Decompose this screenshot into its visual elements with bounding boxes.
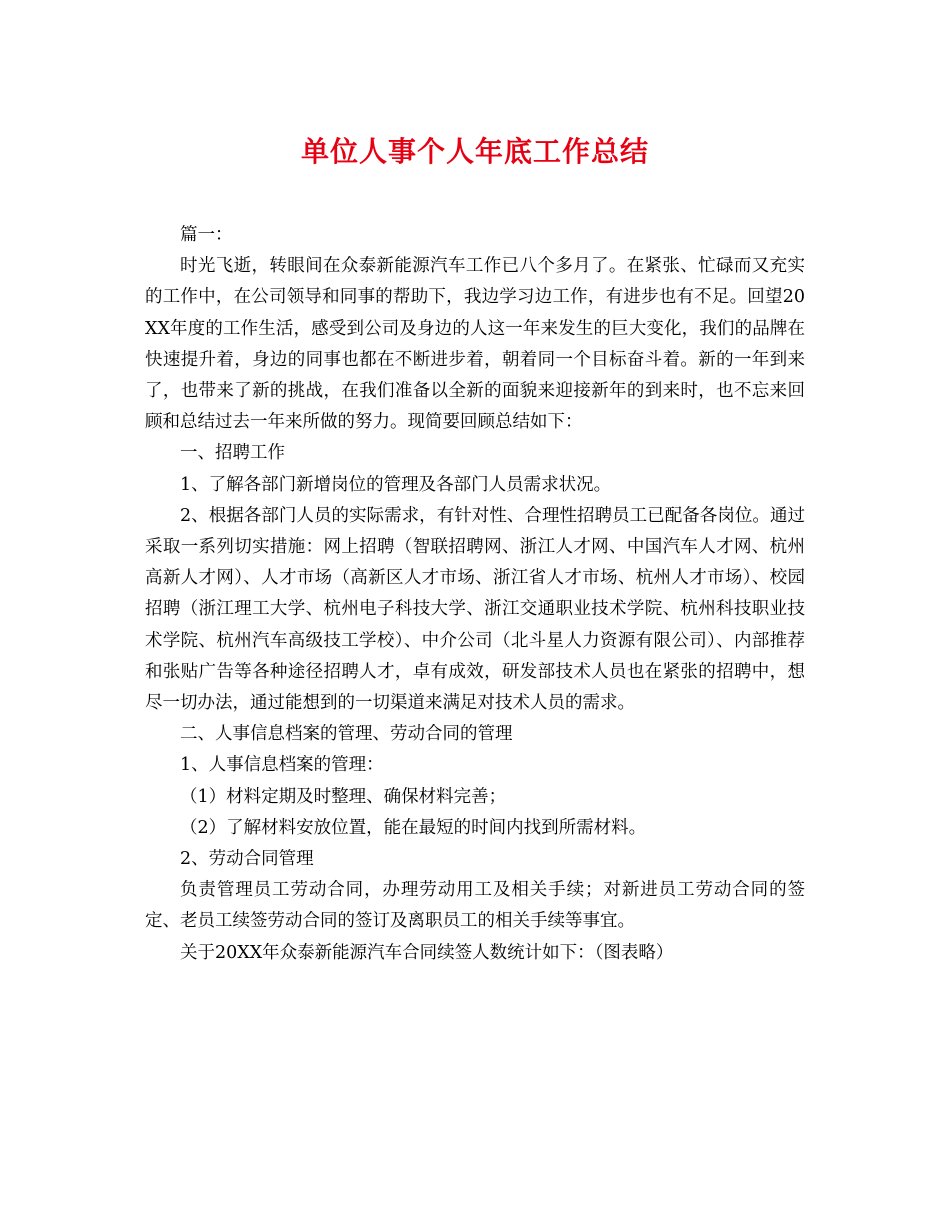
contract-paragraph: 负责管理员工劳动合同，办理劳动用工及相关手续；对新进员工劳动合同的签定、老员工续签劳动合同的签订及离职员工的相关手续等事宜。 [145,880,805,932]
intro-paragraph: 时光飞逝，转眼间在众泰新能源汽车工作已八个多月了。在紧张、忙碌而又充实的工作中，在公司领导和同事的帮助下，我边学习边工作，有进步也有不足。回望20XX年度的工作生活，感受到公司及身边的人这一年来发生的巨大变化，我们的品牌在快速提升着，身边的同事也都在不断进步着，朝着同一个目标奋斗着。新的一年到来了，也带来了新的挑战，在我们准备以全新的面貌来迎接新年的到来时，也不忘来回顾和总结过去一年来所做的努力。现简要回顾总结如下： [145,256,805,433]
recruitment-item-1: 1、了解各部门新增岗位的管理及各部门人员需求状况。 [180,474,612,495]
contract-stats-note: 关于20XX年众泰新能源汽车合同续签人数统计如下：（图表略） [180,942,674,963]
contract-item-2: 2、劳动合同管理 [180,849,314,870]
files-subitem-1: （1）材料定期及时整理、确保材料完善； [180,786,507,807]
files-subitem-2: （2）了解材料安放位置，能在最短的时间内找到所需材料。 [180,817,647,838]
heading-recruitment: 一、招聘工作 [180,443,285,464]
section-label: 篇一： [180,225,233,245]
document-title: 单位人事个人年底工作总结 [300,135,649,168]
files-item-1: 1、人事信息档案的管理： [180,755,384,776]
heading-personnel-files: 二、人事信息档案的管理、劳动合同的管理 [180,724,513,745]
recruitment-item-2: 2、根据各部门人员的实际需求，有针对性、合理性招聘员工已配备各岗位。通过采取一系列切实措施：网上招聘（智联招聘网、浙江人才网、中国汽车人才网、杭州高新人才网）、人才市场（高新区人才市场、浙江省人才市场、杭州人才市场）、校园招聘（浙江理工大学、杭州电子科技大学、浙江交通职业技术学院、杭州科技职业技术学院、杭州汽车高级技工学校）、中介公司（北斗星人力资源有限公司）、内部推荐和张贴广告等各种途径招聘人才，卓有成效，研发部技术人员也在紧张的招聘中，想尽一切办法，通过能想到的一切渠道来满足对技术人员的需求。 [145,505,805,714]
